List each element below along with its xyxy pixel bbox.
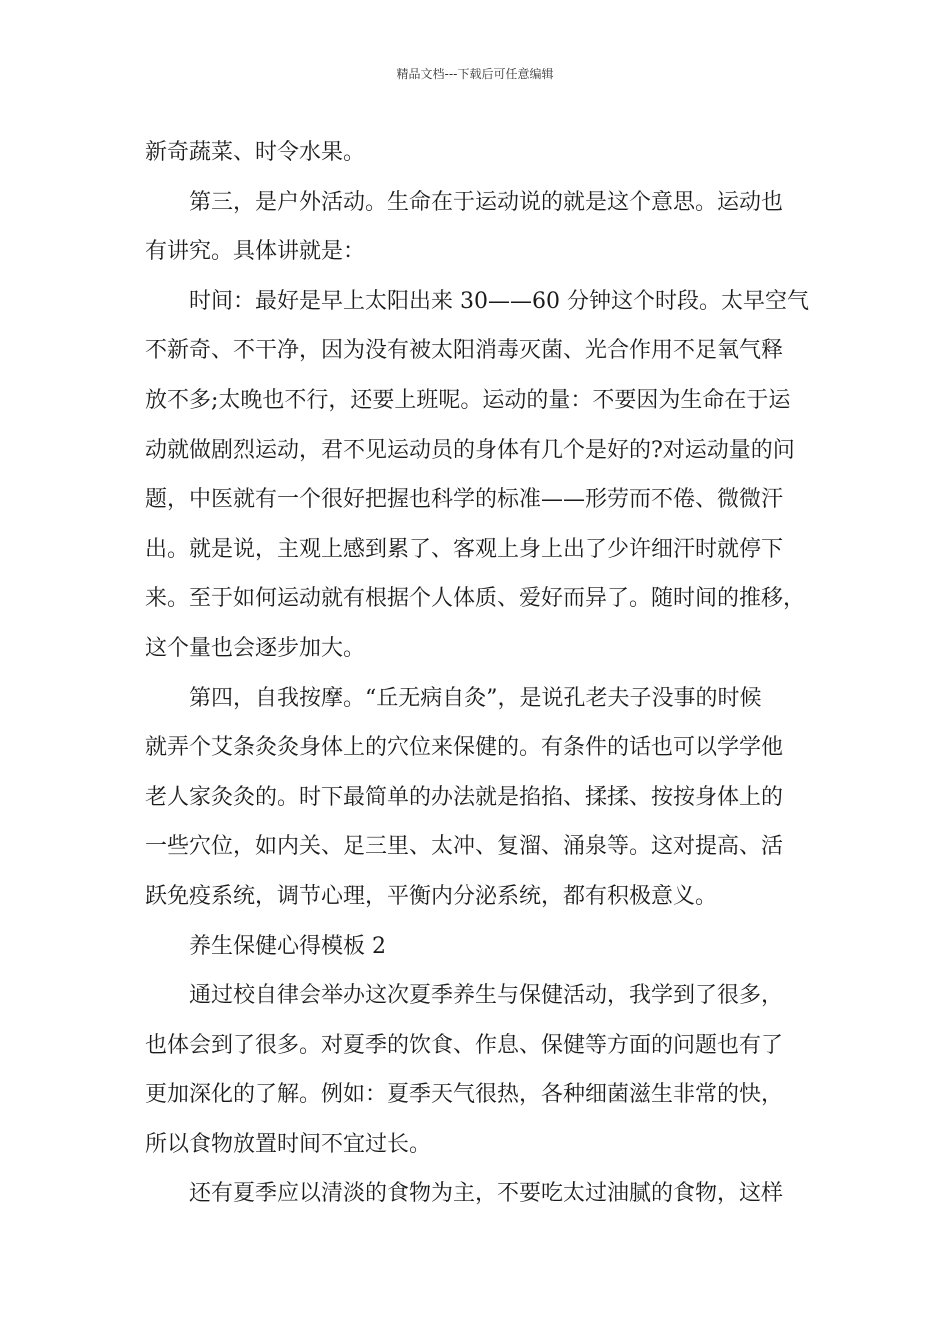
text-line: 第三，是户外活动。生命在于运动说的就是这个意思。运动也 [189,189,784,215]
text-line: 来。至于如何运动就有根据个人体质、爱好而异了。随时间的推移， [145,586,806,612]
text-line: 时间：最好是早上太阳出来 30——60 分钟这个时段。太早空气 [189,288,809,314]
text-line: 题，中医就有一个很好把握也科学的标准——形劳而不倦、微微汗 [145,487,784,513]
text-line: 新奇蔬菜、时令水果。 [145,140,366,165]
paragraph [145,128,810,178]
text-line: 跃免疫系统，调节心理，平衡内分泌系统，都有积极意义。 [145,883,718,909]
paragraph [145,1169,810,1219]
text-line: 这个量也会逐步加大。 [145,635,366,661]
paragraph [145,674,810,922]
text-line: 不新奇、不干净，因为没有被太阳消毒灭菌、光合作用不足氧气释 [145,338,784,364]
text-line: 还有夏季应以清淡的食物为主，不要吃太过油腻的食物，这样 [189,1181,784,1207]
text-line: 一些穴位，如内关、足三里、太冲、复溜、涌泉等。这对提高、活 [145,834,784,860]
section-heading [145,922,810,972]
page-header: 精品文档---下载后可任意编辑 [396,67,554,81]
paragraph [145,178,810,277]
text-line: 放不多;太晚也不行，还要上班呢。运动的量：不要因为生命在于运 [145,387,791,413]
text-line: 动就做剧烈运动，君不见运动员的身体有几个是好的?对运动量的问 [145,437,795,463]
text-line: 也体会到了很多。对夏季的饮食、作息、保健等方面的问题也有了 [145,1032,784,1058]
paragraph [145,277,810,674]
text-line: 养生保健心得模板 2 [189,933,386,959]
paragraph [145,971,810,1169]
text-line: 就弄个艾条灸灸身体上的穴位来保健的。有条件的话也可以学学他 [145,735,784,761]
text-line: 通过校自律会举办这次夏季养生与保健活动，我学到了很多， [189,983,784,1009]
document-body [145,128,810,1219]
text-line: 有讲究。具体讲就是： [145,239,366,265]
text-line: 更加深化的了解。例如：夏季天气很热，各种细菌滋生非常的快， [145,1082,784,1108]
text-line: 第四，自我按摩。“丘无病自灸”，是说孔老夫子没事的时候 [189,685,762,711]
text-line: 老人家灸灸的。时下最简单的办法就是掐掐、揉揉、按按身体上的 [145,784,784,810]
text-line: 出。就是说，主观上感到累了、客观上身上出了少许细汗时就停下 [145,536,784,562]
text-line: 所以食物放置时间不宜过长。 [145,1131,432,1157]
